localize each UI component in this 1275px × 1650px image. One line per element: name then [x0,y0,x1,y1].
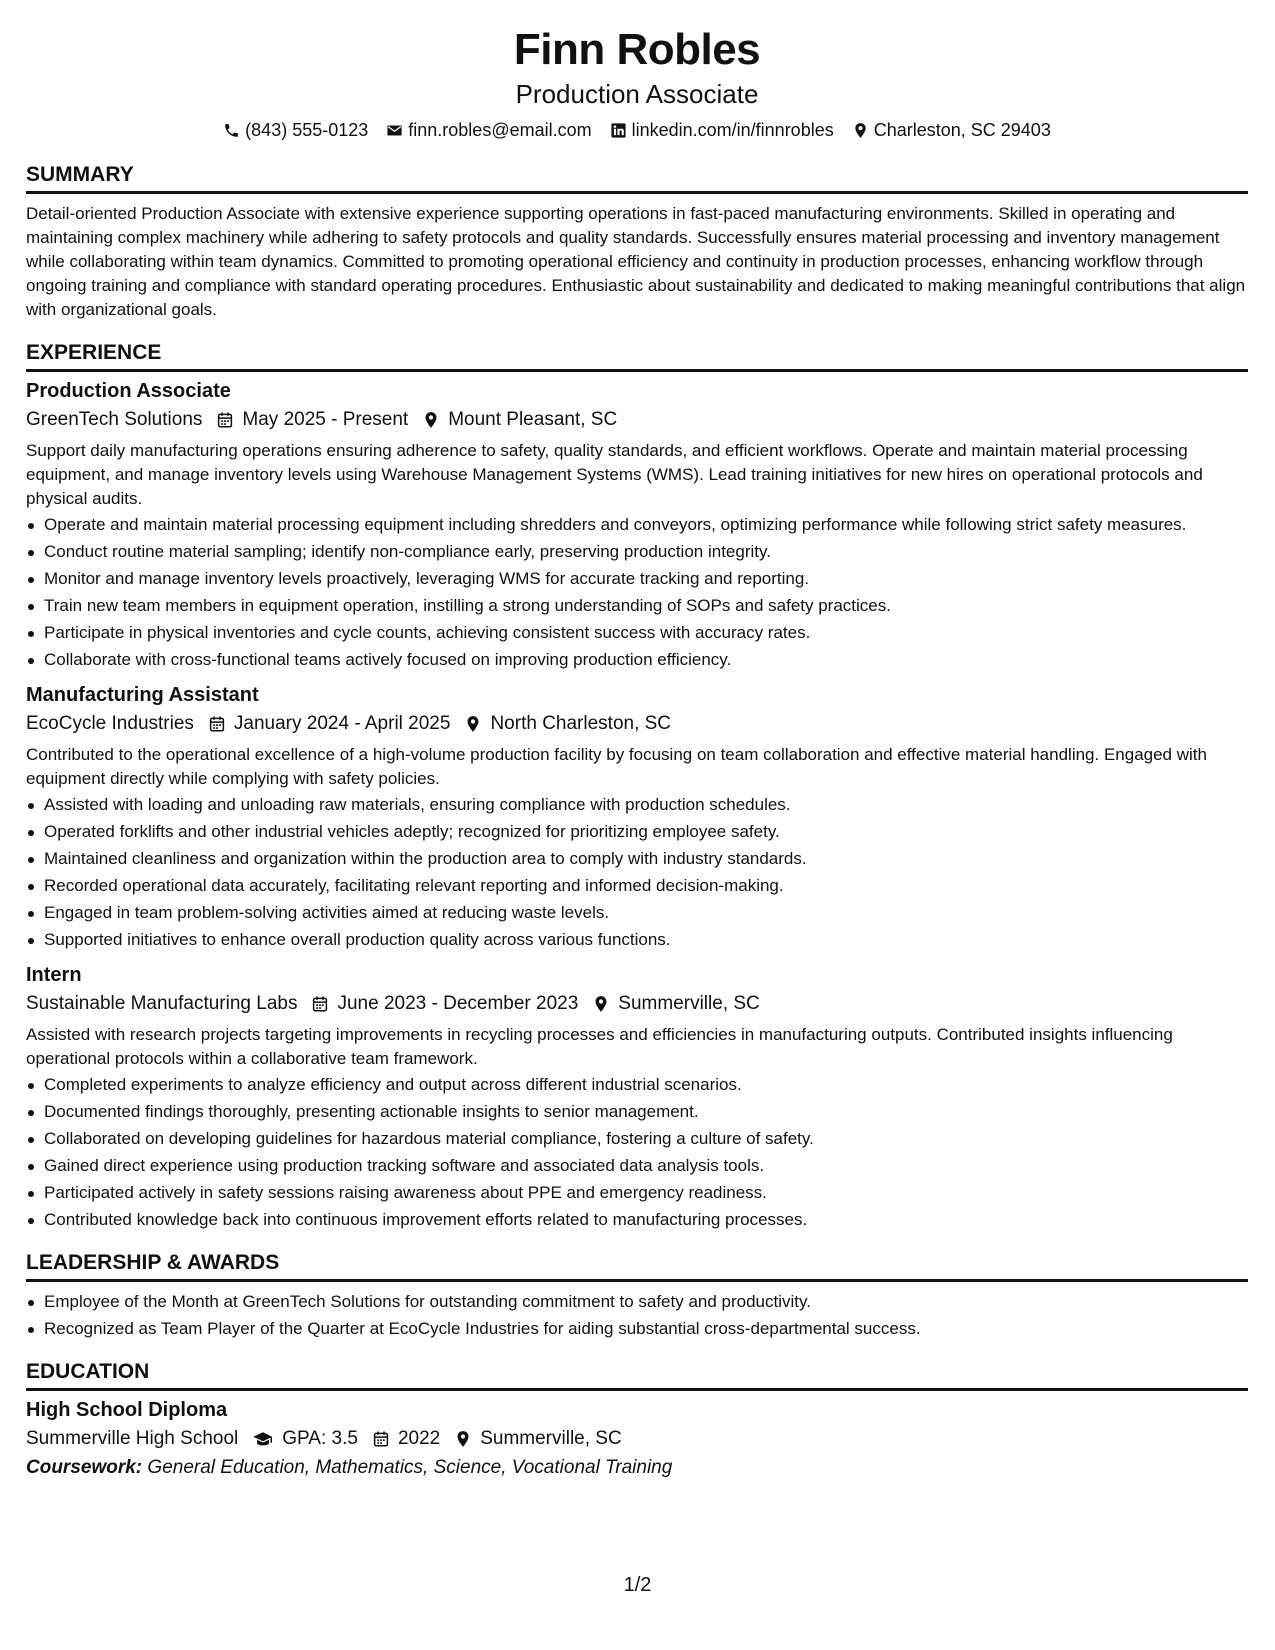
calendar-icon [216,411,234,429]
education-section [26,1359,1248,1481]
candidate-title: Production Associate [515,79,759,109]
coursework-line [26,1455,1248,1481]
list-item: Supported initiatives to enhance overall production quality across various functions. [26,928,1248,952]
job-dates: June 2023 - December 2023 [337,993,579,1014]
envelope-icon [386,122,403,139]
list-item: Collaborated on developing guidelines for hazardous material compliance, fostering a culture of safety. [26,1127,1248,1151]
job-location: Mount Pleasant, SC [448,409,618,430]
leadership-heading: LEADERSHIP & AWARDS [26,1250,1248,1282]
linkedin-text: linkedin.com/in/finnrobles [631,120,834,140]
job-location: North Charleston, SC [490,713,672,734]
school-location: Summerville, SC [480,1428,622,1449]
list-item: Engaged in team problem-solving activities aimed at reducing waste levels. [26,901,1248,925]
phone-icon [223,122,240,139]
contact-location [852,118,1051,142]
list-item: Participate in physical inventories and cycle counts, achieving consistent success with accuracy rates. [26,621,1248,645]
list-item: Gained direct experience using production tracking software and associated data analysis tools. [26,1154,1248,1178]
location-text: Charleston, SC 29403 [873,120,1051,140]
list-item: Collaborate with cross-functional teams actively focused on improving production efficiency. [26,648,1248,672]
job-company: Sustainable Manufacturing Labs [26,993,298,1014]
job-description: Assisted with research projects targeting improvements in recycling processes and efficiencies in manufacturing outputs. Contributed insights influencing operational protocols within a collaborative team framework. [26,1025,1173,1068]
job-entry [26,378,1248,672]
list-item: Recorded operational data accurately, facilitating relevant reporting and informed decision-making. [26,874,1248,898]
leadership-section [26,1250,1248,1341]
job-bullets [26,1073,1248,1232]
job-company: GreenTech Solutions [26,409,203,430]
list-item: Completed experiments to analyze efficiency and output across different industrial scenarios. [26,1073,1248,1097]
list-item: Employee of the Month at GreenTech Solutions for outstanding commitment to safety and productivity. [26,1290,1248,1314]
summary-heading: SUMMARY [26,162,1248,194]
list-item: Documented findings thoroughly, presenting actionable insights to senior management. [26,1100,1248,1124]
summary-text: Detail-oriented Production Associate with extensive experience supporting operations in fast-paced manufacturing environments. Skilled in operating and maintaining complex machinery while adhering to safety protocols and quality standards. Successfully ensures material processing and inventory management while collaborating within team dynamics. Committed to promoting operational efficiency and continuity in production processes, enhancing workflow through ongoing training and compliance with standard operating procedures. Enthusiastic about sustainability and dedicated to making meaningful contributions that align with organizational goals. [26,204,1246,319]
list-item: Train new team members in equipment operation, instilling a strong understanding of SOPs and safety practices. [26,594,1248,618]
job-dates: May 2025 - Present [242,409,409,430]
contact-phone [223,118,368,142]
list-item: Monitor and manage inventory levels proactively, leveraging WMS for accurate tracking and reporting. [26,567,1248,591]
candidate-name: Finn Robles [513,25,761,74]
job-bullets [26,793,1248,952]
education-meta [26,1426,1248,1452]
graduation-cap-icon [252,1430,274,1448]
map-pin-icon [464,715,482,733]
experience-heading: EXPERIENCE [26,340,1248,372]
resume-page [26,24,1248,1481]
linkedin-icon [610,122,627,139]
page-number: 1/2 [623,1574,652,1596]
contact-email[interactable] [386,118,591,142]
job-location: Summerville, SC [618,993,760,1014]
map-pin-icon [454,1430,472,1448]
coursework-label: Coursework: [26,1457,143,1478]
map-pin-icon [852,122,869,139]
phone-text: (843) 555-0123 [245,120,369,140]
contact-bar [26,118,1248,142]
map-pin-icon [592,995,610,1013]
job-dates: January 2024 - April 2025 [233,713,451,734]
degree-title: High School Diploma [26,1399,228,1421]
list-item: Participated actively in safety sessions raising awareness about PPE and emergency readiness. [26,1181,1248,1205]
job-meta [26,991,1248,1017]
email-text: finn.robles@email.com [408,120,592,140]
school-name: Summerville High School [26,1428,239,1449]
summary-section [26,162,1248,322]
job-company: EcoCycle Industries [26,713,194,734]
experience-section [26,340,1248,1232]
job-title: Manufacturing Assistant [26,684,259,706]
contact-linkedin[interactable] [610,118,834,142]
education-entry [26,1397,1248,1481]
job-title: Intern [26,964,82,986]
list-item: Operate and maintain material processing equipment including shredders and conveyors, optimizing performance while following strict safety measures. [26,513,1248,537]
coursework-text: General Education, Mathematics, Science, Vocational Training [147,1457,673,1478]
gpa-text: GPA: 3.5 [282,1428,358,1449]
job-title: Production Associate [26,380,231,402]
map-pin-icon [422,411,440,429]
calendar-icon [311,995,329,1013]
job-entry [26,962,1248,1232]
job-meta [26,711,1248,737]
list-item: Conduct routine material sampling; identify non-compliance early, preserving production integrity. [26,540,1248,564]
resume-header [26,24,1248,142]
leadership-bullets [26,1290,1248,1341]
calendar-icon [208,715,226,733]
list-item: Contributed knowledge back into continuous improvement efforts related to manufacturing processes. [26,1208,1248,1232]
calendar-icon [372,1430,390,1448]
job-meta [26,407,1248,433]
job-entry [26,682,1248,952]
graduation-year: 2022 [397,1428,441,1449]
education-heading: EDUCATION [26,1359,1248,1391]
list-item: Maintained cleanliness and organization within the production area to comply with industry standards. [26,847,1248,871]
job-bullets [26,513,1248,672]
list-item: Recognized as Team Player of the Quarter at EcoCycle Industries for aiding substantial cross-departmental success. [26,1317,1248,1341]
job-description: Support daily manufacturing operations ensuring adherence to safety, quality standards, and efficient workflows. Operate and maintain material processing equipment, and manage inventory levels using Warehouse Management Systems (WMS). Lead training initiatives for new hires on operational protocols and physical audits. [26,441,1203,508]
list-item: Assisted with loading and unloading raw materials, ensuring compliance with production schedules. [26,793,1248,817]
list-item: Operated forklifts and other industrial vehicles adeptly; recognized for prioritizing employee safety. [26,820,1248,844]
job-description: Contributed to the operational excellence of a high-volume production facility by focusing on team collaboration and effective material handling. Engaged with equipment directly while complying with safety policies. [26,745,1207,788]
